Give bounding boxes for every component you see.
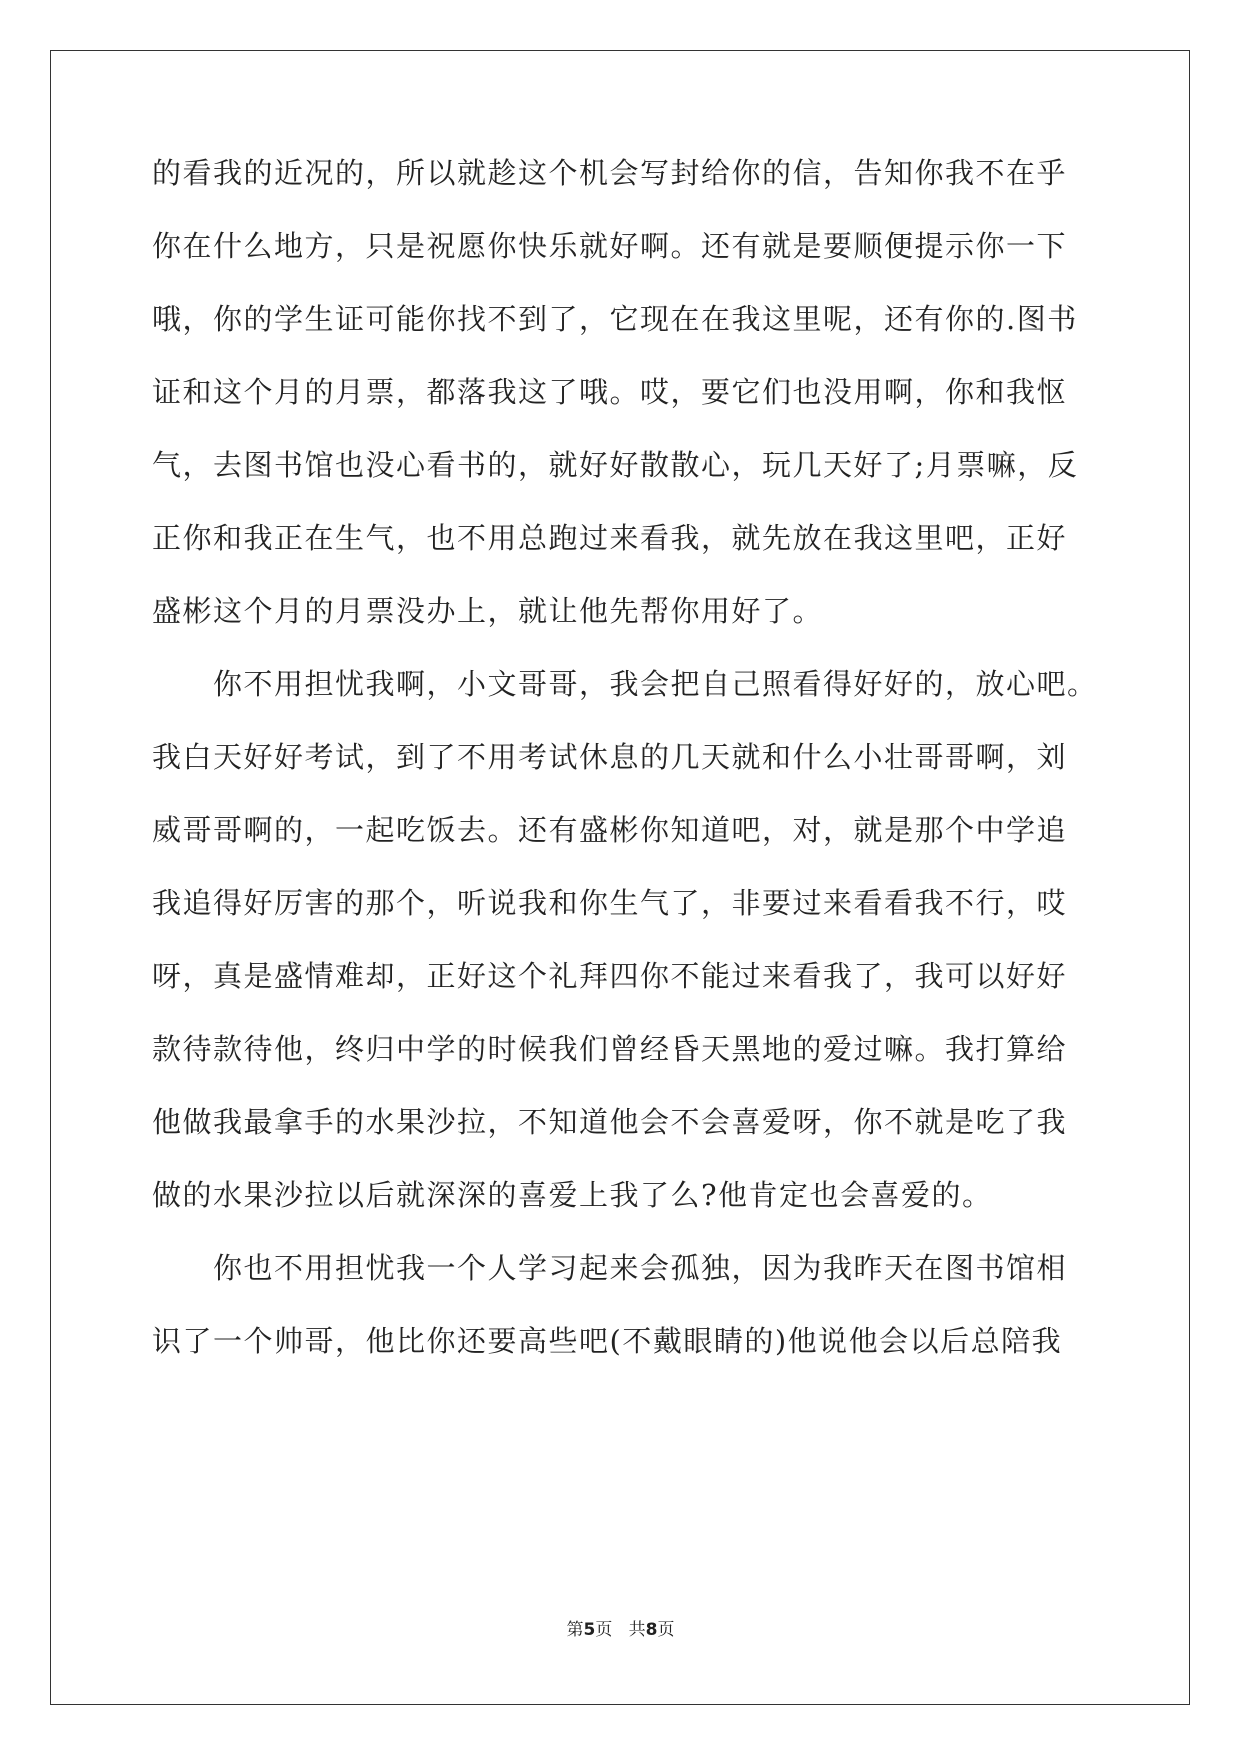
total-prefix: 共 — [628, 1620, 646, 1640]
text-line: 你在什么地方，只是祝愿你快乐就好啊。还有就是要顺便提示你一下 — [152, 229, 1068, 263]
text-line: 我追得好厉害的那个，听说我和你生气了，非要过来看看我不行，哎 — [152, 886, 1068, 920]
text-line: 的看我的近况的，所以就趁这个机会写封给你的信，告知你我不在乎 — [152, 156, 1068, 190]
text-line: 识了一个帅哥，他比你还要高些吧(不戴眼睛的)他说他会以后总陪我 — [152, 1324, 1063, 1358]
text-line: 你不用担忧我啊，小文哥哥，我会把自己照看得好好的，放心吧。 — [152, 667, 1098, 701]
text-line: 你也不用担忧我一个人学习起来会孤独，因为我昨天在图书馆相 — [152, 1251, 1068, 1285]
text-line: 威哥哥啊的，一起吃饭去。还有盛彬你知道吧，对，就是那个中学追 — [152, 813, 1068, 847]
text-line: 他做我最拿手的水果沙拉，不知道他会不会喜爱呀，你不就是吃了我 — [152, 1105, 1068, 1139]
text-line: 盛彬这个月的月票没办上，就让他先帮你用好了。 — [152, 594, 824, 628]
text-line: 做的水果沙拉以后就深深的喜爱上我了么?他肯定也会喜爱的。 — [152, 1178, 993, 1212]
total-suffix: 页 — [657, 1620, 675, 1640]
page-prefix: 第 — [566, 1620, 584, 1640]
text-line: 款待款待他，终归中学的时候我们曾经昏天黑地的爱过嘛。我打算给 — [152, 1032, 1068, 1066]
page-suffix: 页 — [595, 1620, 613, 1640]
text-line: 正你和我正在生气，也不用总跑过来看我，就先放在我这里吧，正好 — [152, 521, 1068, 555]
current-page-number: 5 — [583, 1620, 596, 1640]
text-line: 哦，你的学生证可能你找不到了，它现在在我这里呢，还有你的.图书 — [152, 302, 1078, 336]
text-line: 我白天好好考试，到了不用考试休息的几天就和什么小壮哥哥啊，刘 — [152, 740, 1068, 774]
text-line: 呀，真是盛情难却，正好这个礼拜四你不能过来看我了，我可以好好 — [152, 959, 1068, 993]
text-line: 气，去图书馆也没心看书的，就好好散散心，玩几天好了;月票嘛，反 — [152, 448, 1079, 482]
total-pages-number: 8 — [645, 1620, 658, 1640]
text-line: 证和这个月的月票，都落我这了哦。哎，要它们也没用啊，你和我怄 — [152, 375, 1068, 409]
page-number-footer — [0, 1618, 1241, 1642]
